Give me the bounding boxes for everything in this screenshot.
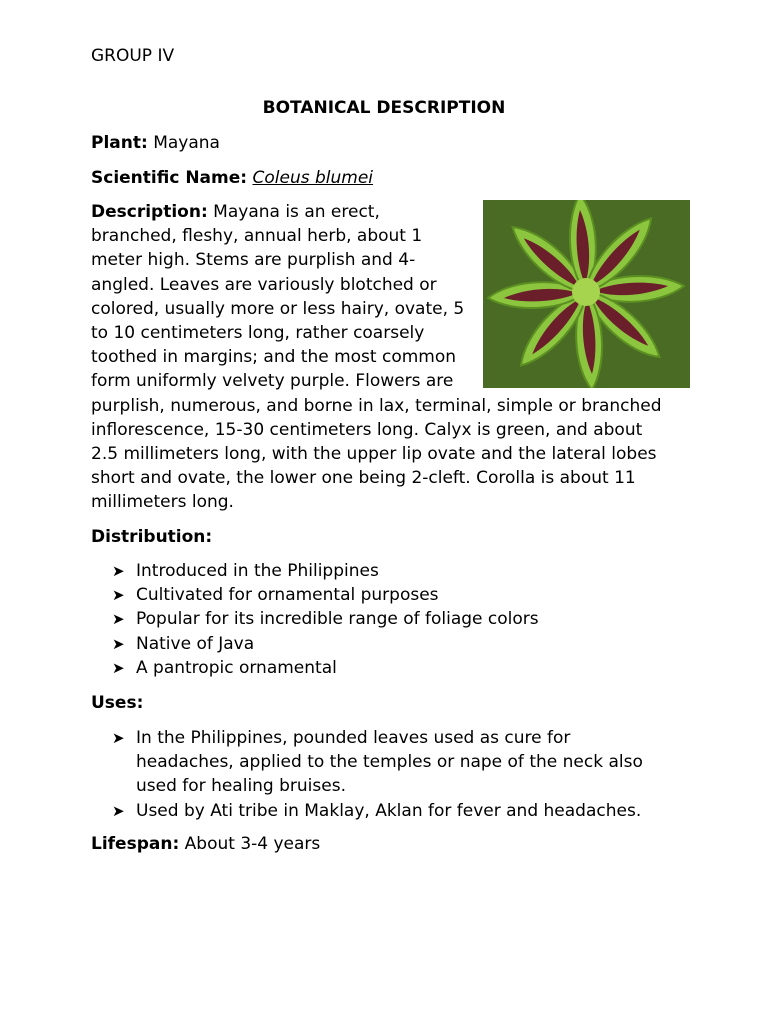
lifespan-value: About 3-4 years xyxy=(184,834,321,854)
coleus-leaves-illustration xyxy=(483,200,690,388)
uses-heading: Uses: xyxy=(91,693,144,713)
arrowhead-bullet-icon: ➤ xyxy=(112,586,125,605)
list-item: ➤ Cultivated for ornamental purposes xyxy=(112,583,672,607)
scientific-name-label: Scientific Name: xyxy=(91,168,248,188)
arrowhead-bullet-icon: ➤ xyxy=(112,801,125,820)
arrowhead-bullet-icon: ➤ xyxy=(112,658,125,677)
list-item: ➤ Native of Java xyxy=(112,632,672,656)
list-item: ➤ Popular for its incredible range of foliage colors xyxy=(112,607,672,631)
list-item: ➤ Introduced in the Philippines xyxy=(112,559,672,583)
scientific-name-row xyxy=(91,166,373,190)
plant-row xyxy=(91,131,220,155)
arrowhead-bullet-icon: ➤ xyxy=(112,562,125,580)
lifespan-label: Lifespan: xyxy=(91,834,180,854)
plant-value: Mayana xyxy=(153,133,220,153)
arrowhead-bullet-icon: ➤ xyxy=(112,729,125,747)
arrowhead-bullet-icon: ➤ xyxy=(112,634,125,653)
list-item: ➤ A pantropic ornamental xyxy=(112,656,672,680)
plant-label: Plant: xyxy=(91,133,148,153)
uses-list xyxy=(112,726,672,823)
scientific-name-value: Coleus blumei xyxy=(252,168,374,188)
description-block xyxy=(91,200,671,515)
coleus-plant-image xyxy=(483,200,690,388)
lifespan-row xyxy=(91,832,320,856)
distribution-heading: Distribution: xyxy=(91,527,213,547)
list-item: ➤ Used by Ati tribe in Maklay, Aklan for fever and headaches. xyxy=(112,799,672,823)
distribution-list xyxy=(112,559,672,680)
description-text: Mayana is an erect, branched, fleshy, annual herb, about 1 meter high. Stems are purplish and 4-angled. Leaves are variously blotched or colored, usually more or less hairy, ovate, 5 to 10 centimeters long, rather coarsely toothed in margins; and the most common form uniformly velvety purple. Flowers are purplish, numerous, and borne in lax, terminal, simple or branched inflorescence, 15-30 centimeters long. Calyx is green, and about 2.5 millimeters long, with the upper lip ovate and the lateral lobes short and ovate, the lower one being 2-cleft. Corolla is about 11 millimeters long. xyxy=(91,202,662,513)
description-label: Description: xyxy=(91,202,208,222)
group-heading: GROUP IV xyxy=(91,46,175,66)
document-title: BOTANICAL DESCRIPTION xyxy=(262,98,506,118)
arrowhead-bullet-icon: ➤ xyxy=(112,610,125,629)
list-item: ➤ In the Philippines, pounded leaves used as cure for headaches, applied to the temples or nape of the neck also used for healing bruises. xyxy=(112,728,643,797)
